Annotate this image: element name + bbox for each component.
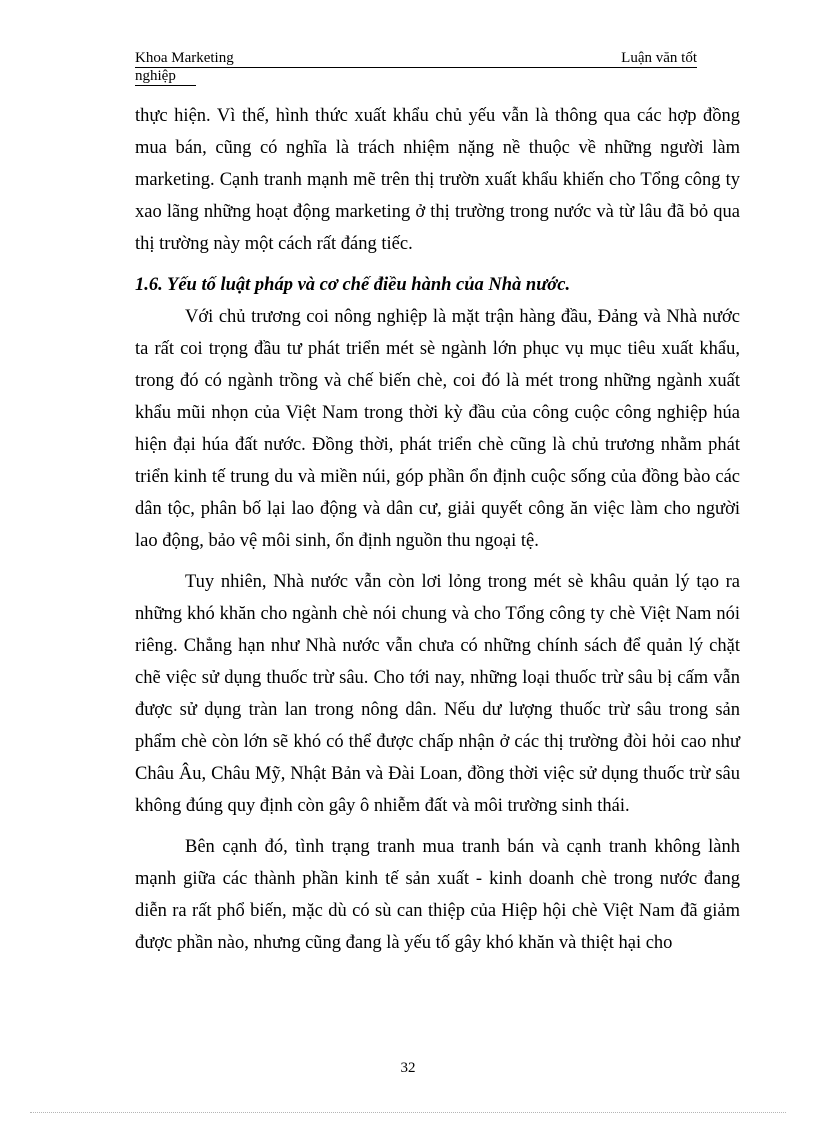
paragraph-2: Với chủ trương coi nông nghiệp là mặt trận hàng đầu, Đảng và Nhà nước ta rất coi trọng đầu tư phát triển mét sè ngành lớn phục vụ mục tiêu xuất khẩu, trong đó có ngành trồng và chế biến chè, coi đó là mét trong những ngành xuất khẩu mũi nhọn của Việt Nam trong thời kỳ đầu của công cuộc công nghiệp húa hiện đại húa đất nước. Đồng thời, phát triển chè cũng là chủ trương nhằm phát triển kinh tế trung du và miền núi, góp phần ổn định cuộc sống của đồng bào các dân tộc, phân bố lại lao động và dân cư, giải quyết công ăn việc làm cho người lao động, bảo vệ môi sinh, ổn định nguồn thu ngoại tệ.: [135, 307, 740, 551]
header-thesis-label: Luận văn tốt: [621, 50, 697, 66]
paragraph-1: thực hiện. Vì thế, hình thức xuất khẩu chủ yếu vẫn là thông qua các hợp đồng mua bán, cũng có nghĩa là trách nhiệm nặng nề thuộc về những người làm marketing. Cạnh tranh mạnh mẽ trên thị trườn xuất khẩu khiến cho Tổng công ty xao lãng những hoạt động marketing ở thị trường trong nước và từ lâu đã bỏ qua thị trường này một cách rất đáng tiếc.: [135, 106, 740, 254]
header-faculty: Khoa Marketing: [135, 50, 234, 66]
header-thesis-continuation: nghiệp: [135, 68, 196, 86]
paragraph-4: Bên cạnh đó, tình trạng tranh mua tranh bán và cạnh tranh không lành mạnh giữa các thành phần kinh tế sản xuất - kinh doanh chè trong nước đang diễn ra rất phổ biến, mặc dù có sù can thiệp của Hiệp hội chè Việt Nam đã giảm được phần nào, nhưng cũng đang là yếu tố gây khó khăn và thiệt hại cho: [135, 837, 740, 953]
section-heading: 1.6. Yếu tố luật pháp và cơ chế điều hành của Nhà nước.: [135, 275, 571, 295]
page-bottom-border: [30, 1112, 786, 1113]
header-row: [135, 50, 697, 68]
page-number: 32: [400, 1060, 416, 1076]
page-content: [135, 100, 740, 959]
page-header: [135, 50, 697, 86]
paragraph-3: Tuy nhiên, Nhà nước vẫn còn lơi lỏng trong mét sè khâu quản lý tạo ra những khó khăn cho ngành chè nói chung và cho Tổng công ty chè Việt Nam nói riêng. Chẳng hạn như Nhà nước vẫn chưa có những chính sách để quản lý chặt chẽ việc sử dụng thuốc trừ sâu. Cho tới nay, những loại thuốc trừ sâu bị cấm vẫn được sử dụng tràn lan trong nông dân. Nếu dư lượng thuốc trừ sâu trong sản phẩm chè còn lớn sẽ khó có thể được chấp nhận ở các thị trường đòi hỏi cao như Châu Âu, Châu Mỹ, Nhật Bản và Đài Loan, đồng thời việc sử dụng thuốc trừ sâu không đúng quy định còn gây ô nhiễm đất và môi trường sinh thái.: [135, 572, 740, 816]
